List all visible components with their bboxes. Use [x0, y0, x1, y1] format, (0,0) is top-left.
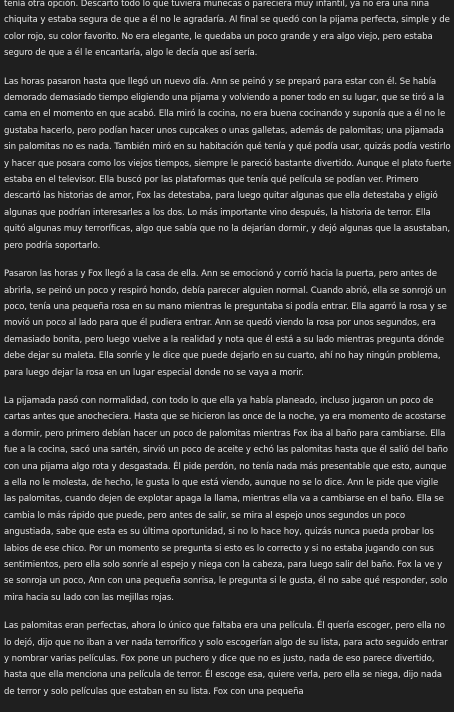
paragraph-5: Las palomitas eran perfectas, ahora lo único que faltaba era una película. Él quería escoger, pero ella no lo dejó, dijo que no iban a ver nada terrorífico y solo escogerían algo de su lista, para acto seguido entrar y nombrar varias películas. Fox pone un puchero y dice que no es justo, nada de eso parece divertido, hasta que ella menciona una película de terror. Él escoge esa, quiere verla, pero ella se niega, dijo nada de terror y solo películas que estaban en su lista. Fox con una pequeña [4, 621, 448, 697]
document-body [4, 0, 452, 712]
paragraph-2: Las horas pasaron hasta que llegó un nuevo día. Ann se peinó y se preparó para estar con él. Se había demorado demasiado tiempo eligiendo una pijama y volviendo a poner todo en su lugar, que se tiró a la cama en el momento en que acabó. Ella miró la cocina, no era buena cocinando y suponía que a él no le gustaba hacerlo, pero podían hacer unos cupcakes o unas galletas, además de palomitas; una pijamada sin palomitas no es nada. También miró en su habitación qué tenía y qué podía usar, quizás podía vestirlo y hacer que posara como los viejos tiempos, siempre le pareció bastante divertido. Aunque el plato fuerte estaba en el televisor. Ella buscó por las plataformas que tenía qué película se podían ver. Primero descartó las historias de amor, Fox las detestaba, para luego quitar algunas que ella detestaba y eligió algunas que podrían interesarles a los dos. Lo más importante vino después, la historia de terror. Ella quitó algunas muy terroríficas, algo que sabía que no la dejarían dormir, y dejó algunas que la asustaban, pero podría soportarlo. [4, 76, 452, 251]
paragraph-3: Pasaron las horas y Fox llegó a la casa de ella. Ann se emocionó y corrió hacia la puerta, pero antes de abrirla, se peinó un poco y respiró hondo, debía parecer alguien normal. Cuando abrió, ella se sonrojó un poco, tenía una pequeña rosa en su mano mientras le preguntaba si podía entrar. Ella agarró la rosa y se movió un poco al lado para que él pudiera entrar. Ann se quedó viendo la rosa por unos segundos, era demasiado bonita, pero luego vuelve a la realidad y nota que él está a su lado mientras pregunta dónde debe dejar su maleta. Ella sonríe y le dice que puede dejarlo en su cuarto, ahí no hay ningún problema, para luego dejar la rosa en un lugar especial donde no se vaya a morir. [4, 269, 447, 378]
paragraph-4: La pijamada pasó con normalidad, con todo lo que ella ya había planeado, incluso jugaron un poco de cartas antes que anocheciera. Hasta que se hicieron las once de la noche, ya era momento de acostarse a dormir, pero primero debían hacer un poco de palomitas mientras Fox iba al baño para cambiarse. Ella fue a la cocina, sacó una sartén, sirvió un poco de aceite y echó las palomitas hasta que él salió del baño con una pijama algo rota y desgastada. Él pide perdón, no tenía nada más presentable que esto, aunque a ella no le molesta, de hecho, le gusta lo que está viendo, aunque no se lo dice. Ann le pide que vigile las palomitas, cuando dejen de explotar apaga la llama, mientras ella va a cambiarse en el baño. Ella se cambia lo más rápido que puede, pero antes de salir, se mira al espejo unos segundos un poco angustiada, sabe que esta es su última oportunidad, si no lo hace hoy, quizás nunca pueda probar los labios de ese chico. Por un momento se pregunta si esto es lo correcto y si no estaba jugando con sus sentimientos, pero ella solo sonríe al espejo y niega con la cabeza, para luego salir del baño. Fox la ve y se sonroja un poco, Ann con una pequeña sonrisa, le pregunta si le gusta, él no sabe qué responder, solo mira hacia su lado con las mejillas rojas. [4, 395, 448, 603]
paragraph-1: tenía otra opción. Descartó todo lo que tuviera muñecas o pareciera muy infantil, ya no era una niña chiquita y estaba segura de que a él no le agradaría. Al final se quedó con la pijama perfecta, simple y de color rojo, su color favorito. No era elegante, le quedaba un poco grande y era algo viejo, pero estaba seguro de que a él le encantaría, algo le decía que así sería. [4, 0, 450, 59]
